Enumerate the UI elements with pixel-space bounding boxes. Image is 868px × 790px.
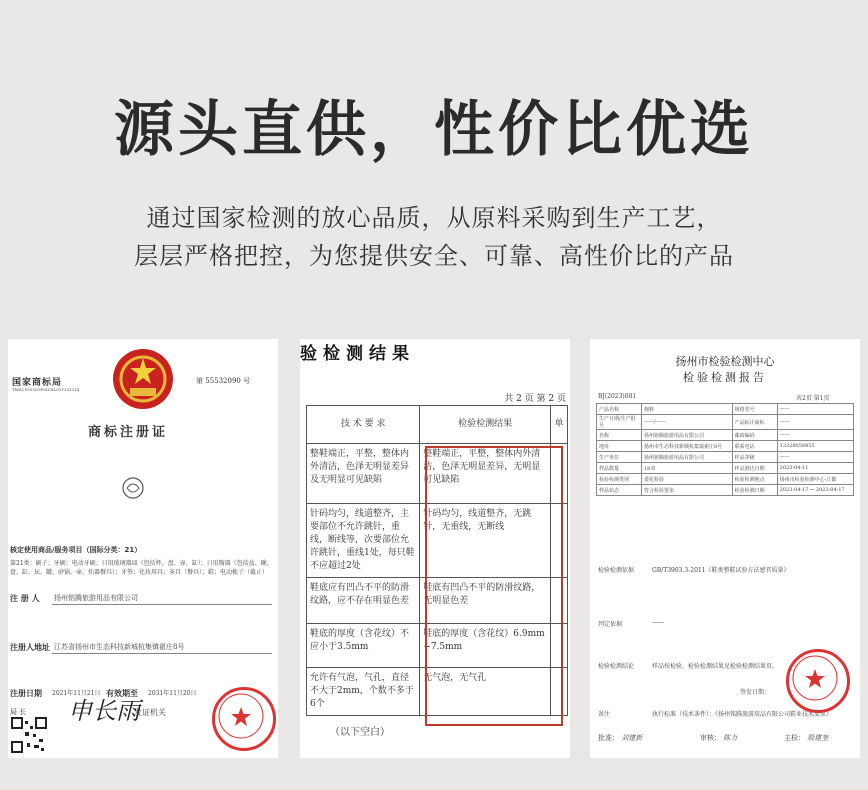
judge-label: 判定依据 — [598, 621, 623, 628]
concl: 样品按检验，检验检测结果见检验检测结果页。 — [652, 663, 779, 670]
report-field-value: 18双 — [642, 463, 733, 474]
report-field-value: 扬州铭腾旅游用品有限公司 — [642, 452, 733, 463]
report-field-label: 规格型号 — [732, 404, 777, 415]
report-field-value: 拖鞋 — [642, 404, 733, 415]
address: 江苏省扬州市生态科技新城杭集镇翟庄8号 — [54, 643, 185, 651]
director-label: 局 长 — [10, 708, 27, 716]
main-label: 主检： — [784, 734, 805, 742]
report-field-value: 扬州市检验检测中心·江都 — [777, 474, 853, 485]
report-field-label: 检验检测日期 — [732, 485, 777, 496]
trademark-certificate — [8, 339, 278, 758]
report-row — [597, 430, 854, 441]
concl-label: 检验检测结论 — [598, 663, 635, 670]
row-requirement: 针码均匀，线道整齐，主要部位不允许跳针，重线，断线等，次要部位允许跳针，重线1处，每只鞋不应超过2处 — [307, 504, 420, 578]
row-result: 无气泡，无气孔 — [420, 668, 551, 716]
approver-label: 批准： — [598, 734, 619, 742]
report-field-value: 扬州铭腾旅游用品有限公司 — [642, 430, 733, 441]
report-field-label: 生产单位 — [597, 452, 642, 463]
main-inspector: 殷建奎 — [807, 734, 829, 742]
col-result: 检验检测结果 — [420, 406, 551, 444]
inspection-results — [300, 339, 570, 758]
report-row — [597, 474, 854, 485]
approver: 刘建新 — [621, 734, 643, 742]
report-field-label: 检验检测地点 — [732, 474, 777, 485]
basis-label: 检验检测依据 — [598, 567, 635, 574]
report-org: 扬州市检验检测中心 — [675, 355, 775, 368]
results-title: 验检测结果 — [300, 344, 415, 364]
row-requirement: 鞋底的厚度（含花纹）不应小于3.5mm — [307, 624, 420, 668]
valid-label: 有效期至 — [106, 689, 138, 698]
report-row — [597, 404, 854, 415]
inspection-stamp-icon — [786, 649, 850, 713]
reg-no: 55532090 — [205, 377, 241, 385]
sign-date: 签发日期： — [740, 689, 771, 696]
report-field-label: 邮政编码 — [732, 430, 777, 441]
national-emblem-icon — [108, 344, 178, 414]
report-field-label: 样品数量 — [597, 463, 642, 474]
row-requirement: 鞋底应有凹凸不平的防滑纹路，应不存在明显色差 — [307, 578, 420, 624]
basis: GB/T3903.3-2011《鞋类整鞋试验方法感官质量》 — [652, 567, 790, 574]
address-label: 注册人地址 — [10, 643, 50, 652]
note-label: 备注 — [598, 711, 611, 718]
highlight-box — [425, 446, 563, 726]
cert-serial: TMZC55532090ZCSL01Y231214 — [12, 387, 80, 392]
report-row — [597, 485, 854, 496]
cert-logo-text: 国家商标局 — [12, 378, 63, 388]
goods-detail: 第21类：刷子；牙刷；电动牙刷；日用玻璃器皿（包括杯、盘、壶、缸）；日用陶器（包括盆、碗、盘、缸、坛、罐、砂锅、壶、炻器餐具）；牙签；化妆用具；茶具（餐具）；鞋；电动梳子（截止） — [10, 560, 273, 576]
goods-label: 核定使用商品/服务项目（国际分类：21） — [10, 546, 142, 554]
official-stamp-icon — [212, 687, 276, 751]
report-field-value: 2023-04-11 — [777, 463, 853, 474]
report-field-value: 委托检验 — [642, 474, 733, 485]
results-page: 共 2 页 第 2 页 — [504, 394, 566, 404]
issuer-label: 发证机关 — [134, 708, 166, 717]
reviewer-label: 审核： — [700, 734, 721, 742]
report-field-label: 产品名称 — [597, 404, 642, 415]
row-result: 针码均匀，线道整齐，无跳针，无重线，无断线 — [420, 504, 551, 578]
report-field-value: 扬州市生态科技新城杭集镇翟庄8号 — [642, 441, 733, 452]
report-page: 共2页 第1页 — [796, 395, 830, 402]
report-row — [597, 441, 854, 452]
reg-no-label: 第 — [196, 377, 203, 385]
report-title: 检验检测报告 — [683, 371, 767, 384]
report-row — [597, 463, 854, 474]
headline: 源头直供，性价比优选 — [114, 95, 754, 165]
trademark-logo-icon — [120, 475, 146, 501]
subline-2: 层层严格把控，为您提供安全、可靠、高性价比的产品 — [134, 242, 734, 270]
reg-no-suffix: 号 — [243, 377, 251, 385]
report-field-label: 联系电话 — [732, 441, 777, 452]
report-row — [597, 452, 854, 463]
row-requirement: 允许有气泡，气孔，直径不大于2mm，个数不多于6个 — [307, 668, 420, 716]
report-field-label: 名称 — [597, 430, 642, 441]
subline-1: 通过国家检测的放心品质，从原料采购到生产工艺， — [146, 204, 722, 232]
inspection-report — [590, 339, 860, 758]
report-field-value: 符合检验要求 — [642, 485, 733, 496]
judge: —— — [652, 619, 664, 626]
qr-code-icon — [11, 717, 47, 753]
report-field-label: 检验检测类别 — [597, 474, 642, 485]
col-unit: 单 — [551, 406, 568, 444]
report-field-value: 13328058855 — [777, 441, 853, 452]
row-requirement: 整鞋端正，平整，整体内外清洁，色泽无明显差异及无明显可见缺陷 — [307, 444, 420, 504]
row-result: 鞋底有凹凸不平的防滑纹路，无明显色差 — [420, 578, 551, 624]
report-field-value: —— — [777, 430, 853, 441]
cert-title: 商标注册证 — [88, 425, 169, 440]
reg-date-label: 注册日期 — [10, 689, 42, 698]
report-field-value: —— — [777, 415, 853, 430]
report-field-label: 样品等级 — [732, 452, 777, 463]
report-row — [597, 415, 854, 430]
report-field-value: —— — [777, 452, 853, 463]
registrant-label: 注 册 人 — [10, 594, 40, 603]
note: 执行标准（技术条件）：《扬州铭腾旅游用品有限公司鞋业技术要求》 — [652, 711, 833, 718]
report-field-value: ——/—— — [642, 415, 733, 430]
registrant: 扬州铭腾旅游用品有限公司 — [54, 594, 138, 602]
report-field-label: 样品到达日期 — [732, 463, 777, 474]
report-field-label: 生产日期/生产批号 — [597, 415, 642, 430]
row-result: 整鞋端正，平整，整体内外清洁，色泽无明显差异，无明显可见缺陷 — [420, 444, 551, 504]
reg-date: 2021年11月21日 — [52, 690, 101, 697]
row-result: 鞋底的厚度（含花纹）6.9mm ~7.5mm — [420, 624, 551, 668]
valid-date: 2031年11月20日 — [148, 690, 197, 697]
results-footer: （以下空白） — [330, 727, 390, 738]
reviewer: 陈力 — [723, 734, 738, 742]
report-field-value: 2023-04-17 ~ 2023-04-17 — [777, 485, 853, 496]
report-field-label: 样品状态 — [597, 485, 642, 496]
report-no: BJ(2023)081 — [598, 393, 637, 400]
director-signature: 申长雨 — [68, 697, 140, 725]
report-field-value: —— — [777, 404, 853, 415]
report-field-label: 地址 — [597, 441, 642, 452]
col-requirement: 技 术 要 求 — [307, 406, 420, 444]
report-field-label: 产品标注商标 — [732, 415, 777, 430]
report-table — [596, 403, 854, 496]
